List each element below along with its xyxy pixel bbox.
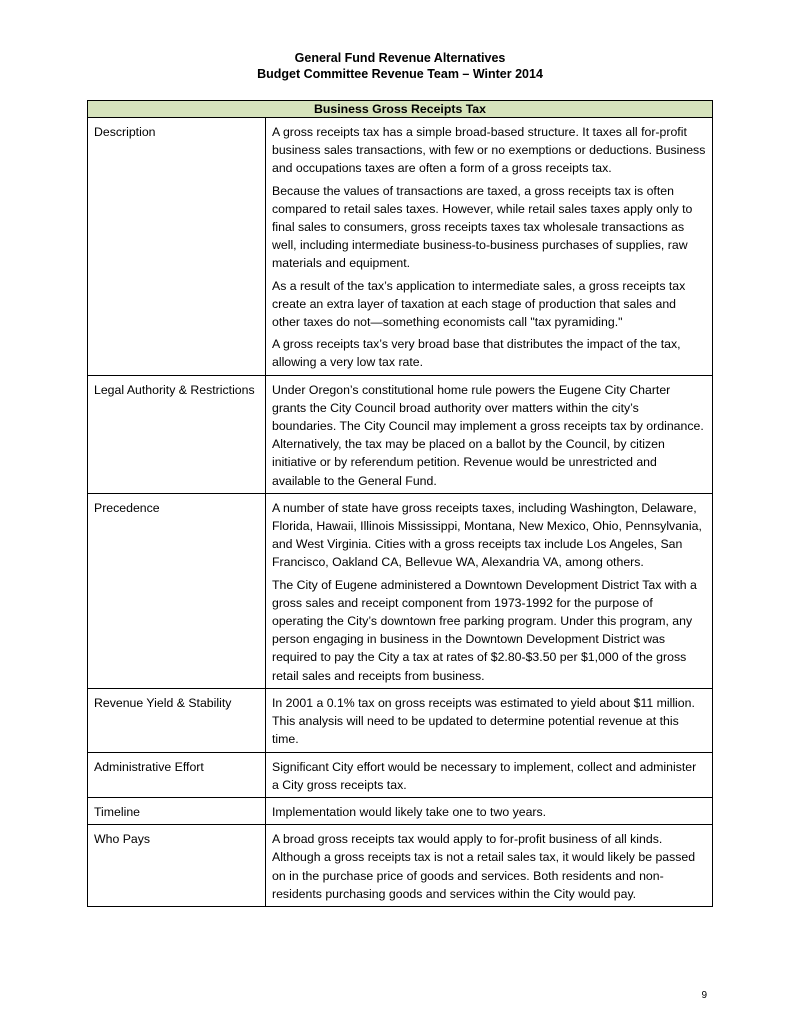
table-row	[88, 752, 713, 797]
revenue-alternative-table	[87, 100, 713, 907]
paragraph: A gross receipts tax’s very broad base that distributes the impact of the tax, allowing a very low tax rate.	[272, 337, 681, 370]
paragraph: Implementation would likely take one to two years.	[272, 804, 547, 819]
paragraph: A broad gross receipts tax would apply to for-profit business of all kinds. Although a gross receipts tax is not a retail sales tax, it would likely be passed on in the purchase price of goods and services. Both residents and non-residents purchasing goods and services within the City would pay.	[272, 832, 696, 901]
row-label-administrative-effort: Administrative Effort	[88, 752, 266, 797]
paragraph: A number of state have gross receipts taxes, including Washington, Delaware, Florida, Hawaii, Illinois Mississippi, Montana, New Mexico, Ohio, Pennsylvania, and West Virginia. Cities with a gross receipts tax include Los Angeles, San Francisco, Oakland CA, Bellevue WA, Alexandria VA, among others.	[272, 500, 702, 570]
row-content-who-pays	[266, 825, 713, 907]
paragraph: The City of Eugene administered a Downtown Development District Tax with a gross sales and receipt component from 1973-1992 for the purpose of operating the City’s downtown free parking program. Under this program, any person engaging in business in the Downtown Development District was required to pay the City a tax at rates of $2.80-$3.50 per $1,000 of the gross retail sales and receipts from business.	[272, 577, 697, 683]
page-number: 9	[701, 990, 707, 1001]
row-label-revenue-yield: Revenue Yield & Stability	[88, 688, 266, 752]
row-label-precedence: Precedence	[88, 493, 266, 688]
paragraph: In 2001 a 0.1% tax on gross receipts was estimated to yield about $11 million. This analysis will need to be updated to determine potential revenue at this time.	[272, 695, 695, 747]
document-title: General Fund Revenue Alternatives	[294, 51, 506, 65]
paragraph: As a result of the tax’s application to intermediate sales, a gross receipts tax create an extra layer of taxation at each stage of production that sales and other taxes do not—something economists call "tax pyramiding."	[272, 278, 686, 330]
table-row	[88, 688, 713, 752]
table-row	[88, 825, 713, 907]
row-content-precedence	[266, 493, 713, 688]
table-row	[88, 493, 713, 688]
paragraph: Significant City effort would be necessary to implement, collect and administer a City gross receipts tax.	[272, 759, 697, 792]
row-label-timeline: Timeline	[88, 797, 266, 824]
row-content-administrative-effort	[266, 752, 713, 797]
table-row	[88, 375, 713, 493]
paragraph: A gross receipts tax has a simple broad-based structure. It taxes all for-profit business sales transactions, with few or no exemptions or deductions. Business and occupations taxes are often a form of a gross receipts tax.	[272, 125, 706, 176]
document-header	[0, 50, 800, 82]
table-row	[88, 118, 713, 376]
row-content-revenue-yield	[266, 688, 713, 752]
table-banner-row	[88, 101, 713, 118]
row-content-legal-authority	[266, 375, 713, 493]
row-label-who-pays: Who Pays	[88, 825, 266, 907]
document-subtitle: Budget Committee Revenue Team – Winter 2014	[257, 67, 543, 81]
table-banner: Business Gross Receipts Tax	[88, 101, 713, 118]
row-label-legal-authority: Legal Authority & Restrictions	[88, 375, 266, 493]
row-content-timeline	[266, 797, 713, 824]
table-row	[88, 797, 713, 824]
paragraph: Under Oregon’s constitutional home rule powers the Eugene City Charter grants the City Council broad authority over matters within the city’s boundaries. The City Council may implement a gross receipts tax by ordinance. Alternatively, the tax may be placed on a ballot by the Council, by citizen initiative or by referendum petition. Revenue would be unrestricted and available to the General Fund.	[272, 382, 704, 488]
row-label-description: Description	[88, 118, 266, 376]
row-content-description	[266, 118, 713, 376]
paragraph: Because the values of transactions are taxed, a gross receipts tax is often compared to retail sales taxes. However, while retail sales taxes apply only to final sales to consumers, gross receipts taxes tax wholesale transactions as well, including intermediate business-to-business purchases of supplies, raw materials and equipment.	[272, 183, 693, 271]
